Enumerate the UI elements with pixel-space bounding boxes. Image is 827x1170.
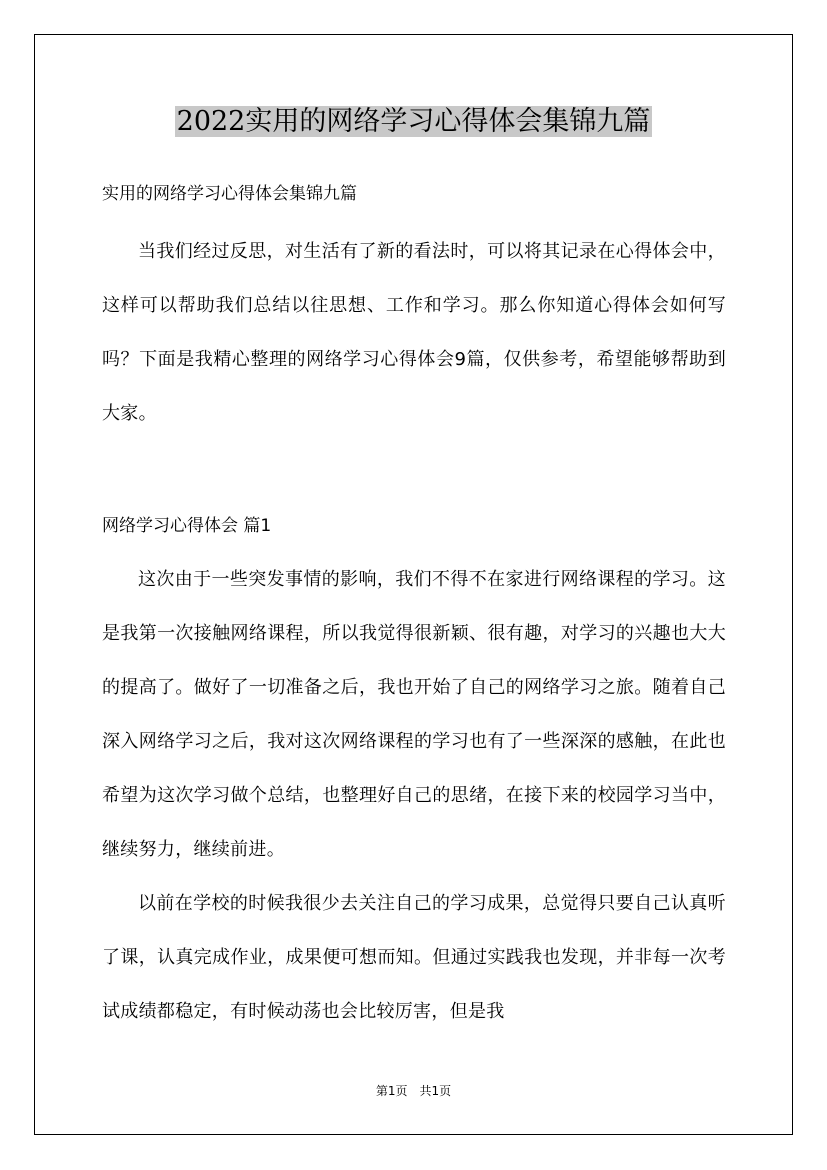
body-paragraph-2: 以前在学校的时候我很少去关注自己的学习成果，总觉得只要自己认真听了课，认真完成作业，成果便可想而知。但通过实践我也发现，并非每一次考试成绩都稳定，有时候动荡也会比较厉害，但是我 (102, 893, 726, 1022)
section-heading: 网络学习心得体会 篇1 (102, 516, 272, 536)
document-body (102, 171, 726, 1039)
page-footer: 第1页 共1页 (375, 1084, 452, 1098)
document-subtitle: 实用的网络学习心得体会集锦九篇 (102, 184, 357, 204)
body-paragraph-1: 这次由于一些突发事情的影响，我们不得不在家进行网络课程的学习。这是我第一次接触网络课程，所以我觉得很新颖、很有趣，对学习的兴趣也大大的提高了。做好了一切准备之后，我也开始了自己的网络学习之旅。随着自己深入网络学习之后，我对这次网络课程的学习也有了一些深深的感触，在此也希望为这次学习做个总结，也整理好自己的思绪，在接下来的校园学习当中，继续努力，继续前进。 (102, 569, 726, 860)
document-title: 2022实用的网络学习心得体会集锦九篇 (176, 106, 651, 137)
spacer (102, 441, 726, 503)
intro-paragraph: 当我们经过反思，对生活有了新的看法时，可以将其记录在心得体会中，这样可以帮助我们总结以往思想、工作和学习。那么你知道心得体会如何写吗？下面是我精心整理的网络学习心得体会9篇，仅供参考，希望能够帮助到大家。 (102, 241, 726, 424)
